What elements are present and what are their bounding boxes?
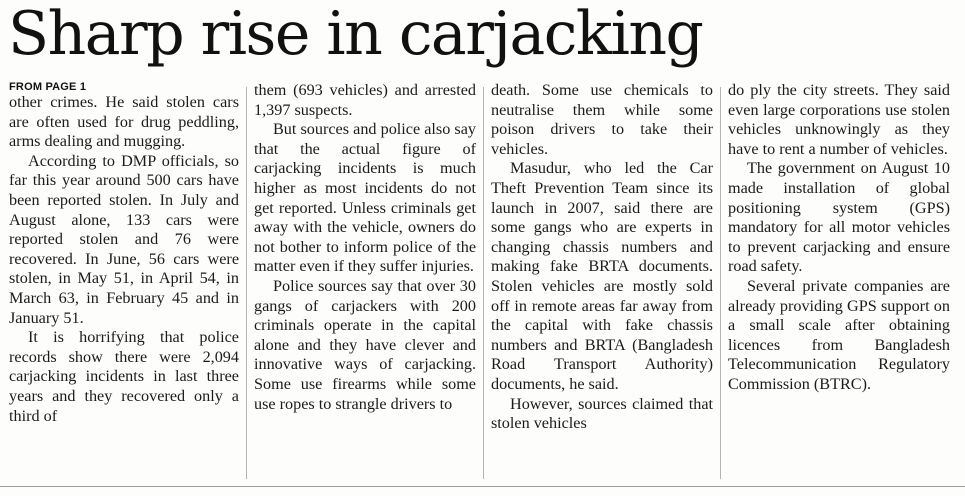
- article-column-1: [9, 81, 246, 481]
- column-divider: [483, 87, 484, 479]
- article-columns: [9, 81, 957, 481]
- paragraph: other crimes. He said stolen cars are often used for drug peddling, arms dealing and mugging.: [9, 93, 239, 151]
- paragraph: But sources and police also say that the actual figure of carjacking incidents is much higher as most incidents do not get reported. Unless criminals get away with the vehicle, owners do not bother to inform police of the matter even if they suffer injuries.: [254, 120, 476, 276]
- column-divider: [246, 87, 247, 479]
- column-divider: [720, 87, 721, 479]
- paragraph: Masudur, who led the Car Theft Prevention Team since its launch in 2007, said there are some gangs who are experts in changing chassis numbers and making fake BRTA documents. Stolen vehicles are mostly sold off in remote areas far away from the capital with fake chassis numbers and BRTA (Bangladesh Road Transport Authority) documents, he said.: [491, 159, 713, 393]
- headline: Sharp rise in carjacking: [8, 0, 703, 69]
- paragraph: them (693 vehicles) and arrested 1,397 suspects.: [254, 81, 476, 119]
- article-column-3: [483, 81, 720, 481]
- paragraph: Several private companies are already providing GPS support on a small scale after obtaining licences from Bangladesh Telecommunication Regulatory Commission (BTRC).: [728, 276, 950, 393]
- paragraph: However, sources claimed that stolen vehicles: [491, 394, 713, 433]
- bottom-rule: [0, 486, 965, 487]
- paragraph: death. Some use chemicals to neutralise them while some poison drivers to take their vehicles.: [491, 81, 713, 158]
- paragraph: do ply the city streets. They said even large corporations use stolen vehicles unknowingly as they have to rent a number of vehicles.: [728, 81, 950, 158]
- continuation-kicker: FROM PAGE 1: [9, 81, 87, 93]
- paragraph: The government on August 10 made installation of global positioning system (GPS) mandatory for all motor vehicles to prevent carjacking and ensure road safety.: [728, 159, 950, 276]
- paragraph: It is horrifying that police records show there were 2,094 carjacking incidents in last three years and they recovered only a third of: [9, 328, 239, 425]
- paragraph: According to DMP officials, so far this year around 500 cars have been reported stolen. In July and August alone, 133 cars were reported stolen and 76 were recovered. In June, 56 cars were stolen, in May 51, in April 54, in March 63, in February 45 and in January 51.: [9, 151, 239, 327]
- article-column-4: [720, 81, 957, 481]
- paragraph: Police sources say that over 30 gangs of carjackers with 200 criminals operate in the capital alone and they have clever and innovative ways of carjacking. Some use firearms while some use ropes to strangle drivers to: [254, 276, 476, 413]
- article-column-2: [246, 81, 483, 481]
